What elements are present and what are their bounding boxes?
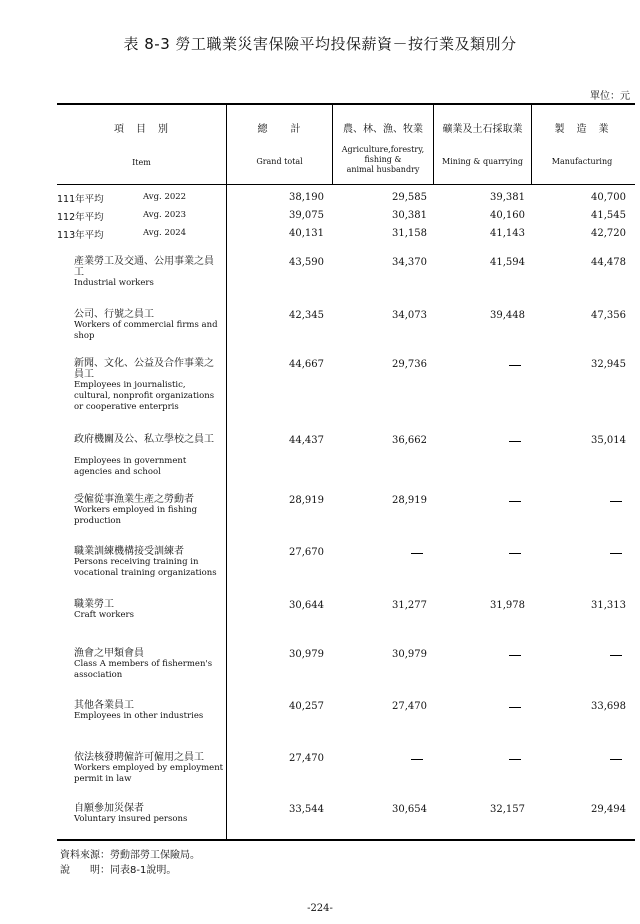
dash-mark: [509, 365, 521, 366]
cell-manufacturing: 35,014: [591, 435, 626, 446]
cell-mining: 40,160: [490, 210, 525, 221]
dash-mark: [411, 759, 423, 760]
cell-grand-total: 28,919: [289, 495, 324, 506]
header-grand-total-en: Grand total: [256, 157, 303, 166]
cell-grand-total: 30,979: [289, 649, 324, 660]
header-manufacturing-en: Manufacturing: [551, 157, 613, 166]
page-number: -224-: [307, 903, 333, 914]
year-label-zh: 112年平均: [57, 212, 104, 223]
cell-agriculture: 34,370: [392, 257, 427, 268]
category-label-zh: 受僱從事漁業生產之勞動者: [74, 494, 194, 505]
cell-mining: 39,381: [490, 192, 525, 203]
cell-manufacturing: [536, 495, 626, 507]
cell-manufacturing: 47,356: [591, 310, 626, 321]
header-item-en: Item: [132, 158, 151, 167]
dash-mark: [509, 501, 521, 502]
category-label-en: Employees in other industries: [74, 711, 204, 721]
table-title: 表 8-3 勞工職業災害保險平均投保薪資－按行業及類別分: [123, 35, 517, 53]
cell-agriculture: 29,736: [392, 359, 427, 370]
cell-grand-total: 27,670: [289, 547, 324, 558]
cell-mining: 31,978: [490, 600, 525, 611]
cell-agriculture: 27,470: [392, 701, 427, 712]
dash-mark: [411, 553, 423, 554]
header-grand-total-zh: 總 計: [257, 124, 302, 135]
dash-mark: [509, 655, 521, 656]
category-label-en: Employees in journalistic, cultural, nonprofit organizations or cooperative enterpris: [74, 380, 215, 412]
cell-manufacturing: 44,478: [591, 257, 626, 268]
header-agriculture-en: Agriculture,forestry, fishing & animal husbandry: [341, 145, 425, 174]
cell-mining: 39,448: [490, 310, 525, 321]
cell-mining: [435, 435, 525, 447]
cell-manufacturing: [536, 649, 626, 661]
cell-manufacturing: 41,545: [591, 210, 626, 221]
year-label-en: Avg. 2022: [143, 192, 187, 202]
cell-mining: [435, 701, 525, 713]
category-label-en: Class A members of fishermen's association: [74, 659, 213, 680]
cell-mining: [435, 649, 525, 661]
cell-mining: [435, 753, 525, 765]
cell-mining: 41,594: [490, 257, 525, 268]
year-label-en: Avg. 2023: [143, 210, 187, 220]
cell-agriculture: 28,919: [392, 495, 427, 506]
year-label-en: Avg. 2024: [143, 228, 187, 238]
category-label-zh: 新聞、文化、公益及合作事業之員工: [74, 358, 214, 380]
table-bottom-rule: [57, 839, 635, 841]
category-label-en: Workers employed by employment permit in law: [74, 763, 224, 784]
cell-manufacturing: 29,494: [591, 804, 626, 815]
category-label-en: Workers employed in fishing production: [74, 505, 198, 526]
category-label-zh: 其他各業員工: [74, 700, 134, 711]
cell-agriculture: 31,277: [392, 600, 427, 611]
cell-grand-total: 39,075: [289, 210, 324, 221]
cell-agriculture: 30,381: [392, 210, 427, 221]
category-label-en: Voluntary insured persons: [74, 814, 188, 824]
cell-grand-total: 40,131: [289, 228, 324, 239]
year-label-zh: 113年平均: [57, 230, 104, 241]
dash-mark: [509, 707, 521, 708]
cell-agriculture: 36,662: [392, 435, 427, 446]
dash-mark: [610, 655, 622, 656]
category-label-en: Persons receiving training in vocational training organizations: [74, 557, 217, 578]
cell-manufacturing: [536, 753, 626, 765]
cell-agriculture: 30,654: [392, 804, 427, 815]
category-label-zh: 政府機關及公、私立學校之員工: [74, 434, 214, 445]
cell-manufacturing: 31,313: [591, 600, 626, 611]
cell-mining: [435, 495, 525, 507]
cell-grand-total: 33,544: [289, 804, 324, 815]
column-divider: [433, 104, 434, 184]
dash-mark: [610, 759, 622, 760]
cell-agriculture: 30,979: [392, 649, 427, 660]
header-mining-en: Mining & quarrying: [442, 157, 523, 166]
column-divider: [226, 104, 227, 839]
table-top-rule: [57, 103, 635, 105]
category-label-en: Workers of commercial firms and shop: [74, 320, 218, 341]
cell-agriculture: [337, 547, 427, 559]
cell-mining: 41,143: [490, 228, 525, 239]
year-label-zh: 111年平均: [57, 194, 104, 205]
category-label-zh: 產業勞工及交通、公用事業之員工: [74, 256, 214, 278]
category-label-zh: 職業訓練機構接受訓練者: [74, 546, 184, 557]
category-label-en: Craft workers: [74, 610, 134, 620]
unit-label: 單位：元: [590, 91, 630, 102]
cell-grand-total: 44,667: [289, 359, 324, 370]
cell-grand-total: 42,345: [289, 310, 324, 321]
category-label-zh: 依法核發聘僱許可僱用之員工: [74, 752, 204, 763]
category-label-zh: 漁會之甲類會員: [74, 648, 144, 659]
cell-mining: [435, 359, 525, 371]
header-agriculture-zh: 農、林、漁、牧業: [343, 124, 423, 135]
dash-mark: [610, 501, 622, 502]
cell-mining: [435, 547, 525, 559]
cell-manufacturing: 32,945: [591, 359, 626, 370]
dash-mark: [610, 553, 622, 554]
category-label-en: Industrial workers: [74, 278, 154, 288]
cell-manufacturing: 42,720: [591, 228, 626, 239]
cell-grand-total: 40,257: [289, 701, 324, 712]
category-label-zh: 公司、行號之員工: [74, 309, 154, 320]
footnote-note: 說 明：同表8-1說明。: [60, 865, 177, 876]
cell-grand-total: 30,644: [289, 600, 324, 611]
header-manufacturing-zh: 製 造 業: [554, 124, 610, 135]
cell-agriculture: [337, 753, 427, 765]
footnote-source: 資料來源：勞動部勞工保險局。: [60, 850, 200, 861]
header-mining-zh: 礦業及土石採取業: [442, 124, 523, 135]
cell-agriculture: 34,073: [392, 310, 427, 321]
dash-mark: [509, 441, 521, 442]
dash-mark: [509, 553, 521, 554]
cell-grand-total: 43,590: [289, 257, 324, 268]
cell-agriculture: 29,585: [392, 192, 427, 203]
dash-mark: [509, 759, 521, 760]
cell-agriculture: 31,158: [392, 228, 427, 239]
cell-grand-total: 38,190: [289, 192, 324, 203]
cell-grand-total: 27,470: [289, 753, 324, 764]
header-item-zh: 項 目 別: [114, 124, 169, 135]
cell-manufacturing: 40,700: [591, 192, 626, 203]
cell-manufacturing: [536, 547, 626, 559]
cell-grand-total: 44,437: [289, 435, 324, 446]
cell-manufacturing: 33,698: [591, 701, 626, 712]
header-bottom-rule: [57, 184, 635, 185]
cell-mining: 32,157: [490, 804, 525, 815]
category-label-zh: 職業勞工: [74, 599, 114, 610]
column-divider: [531, 104, 532, 184]
category-label-zh: 自願參加災保者: [74, 803, 144, 814]
category-label-en: Employees in government agencies and school: [74, 456, 187, 477]
